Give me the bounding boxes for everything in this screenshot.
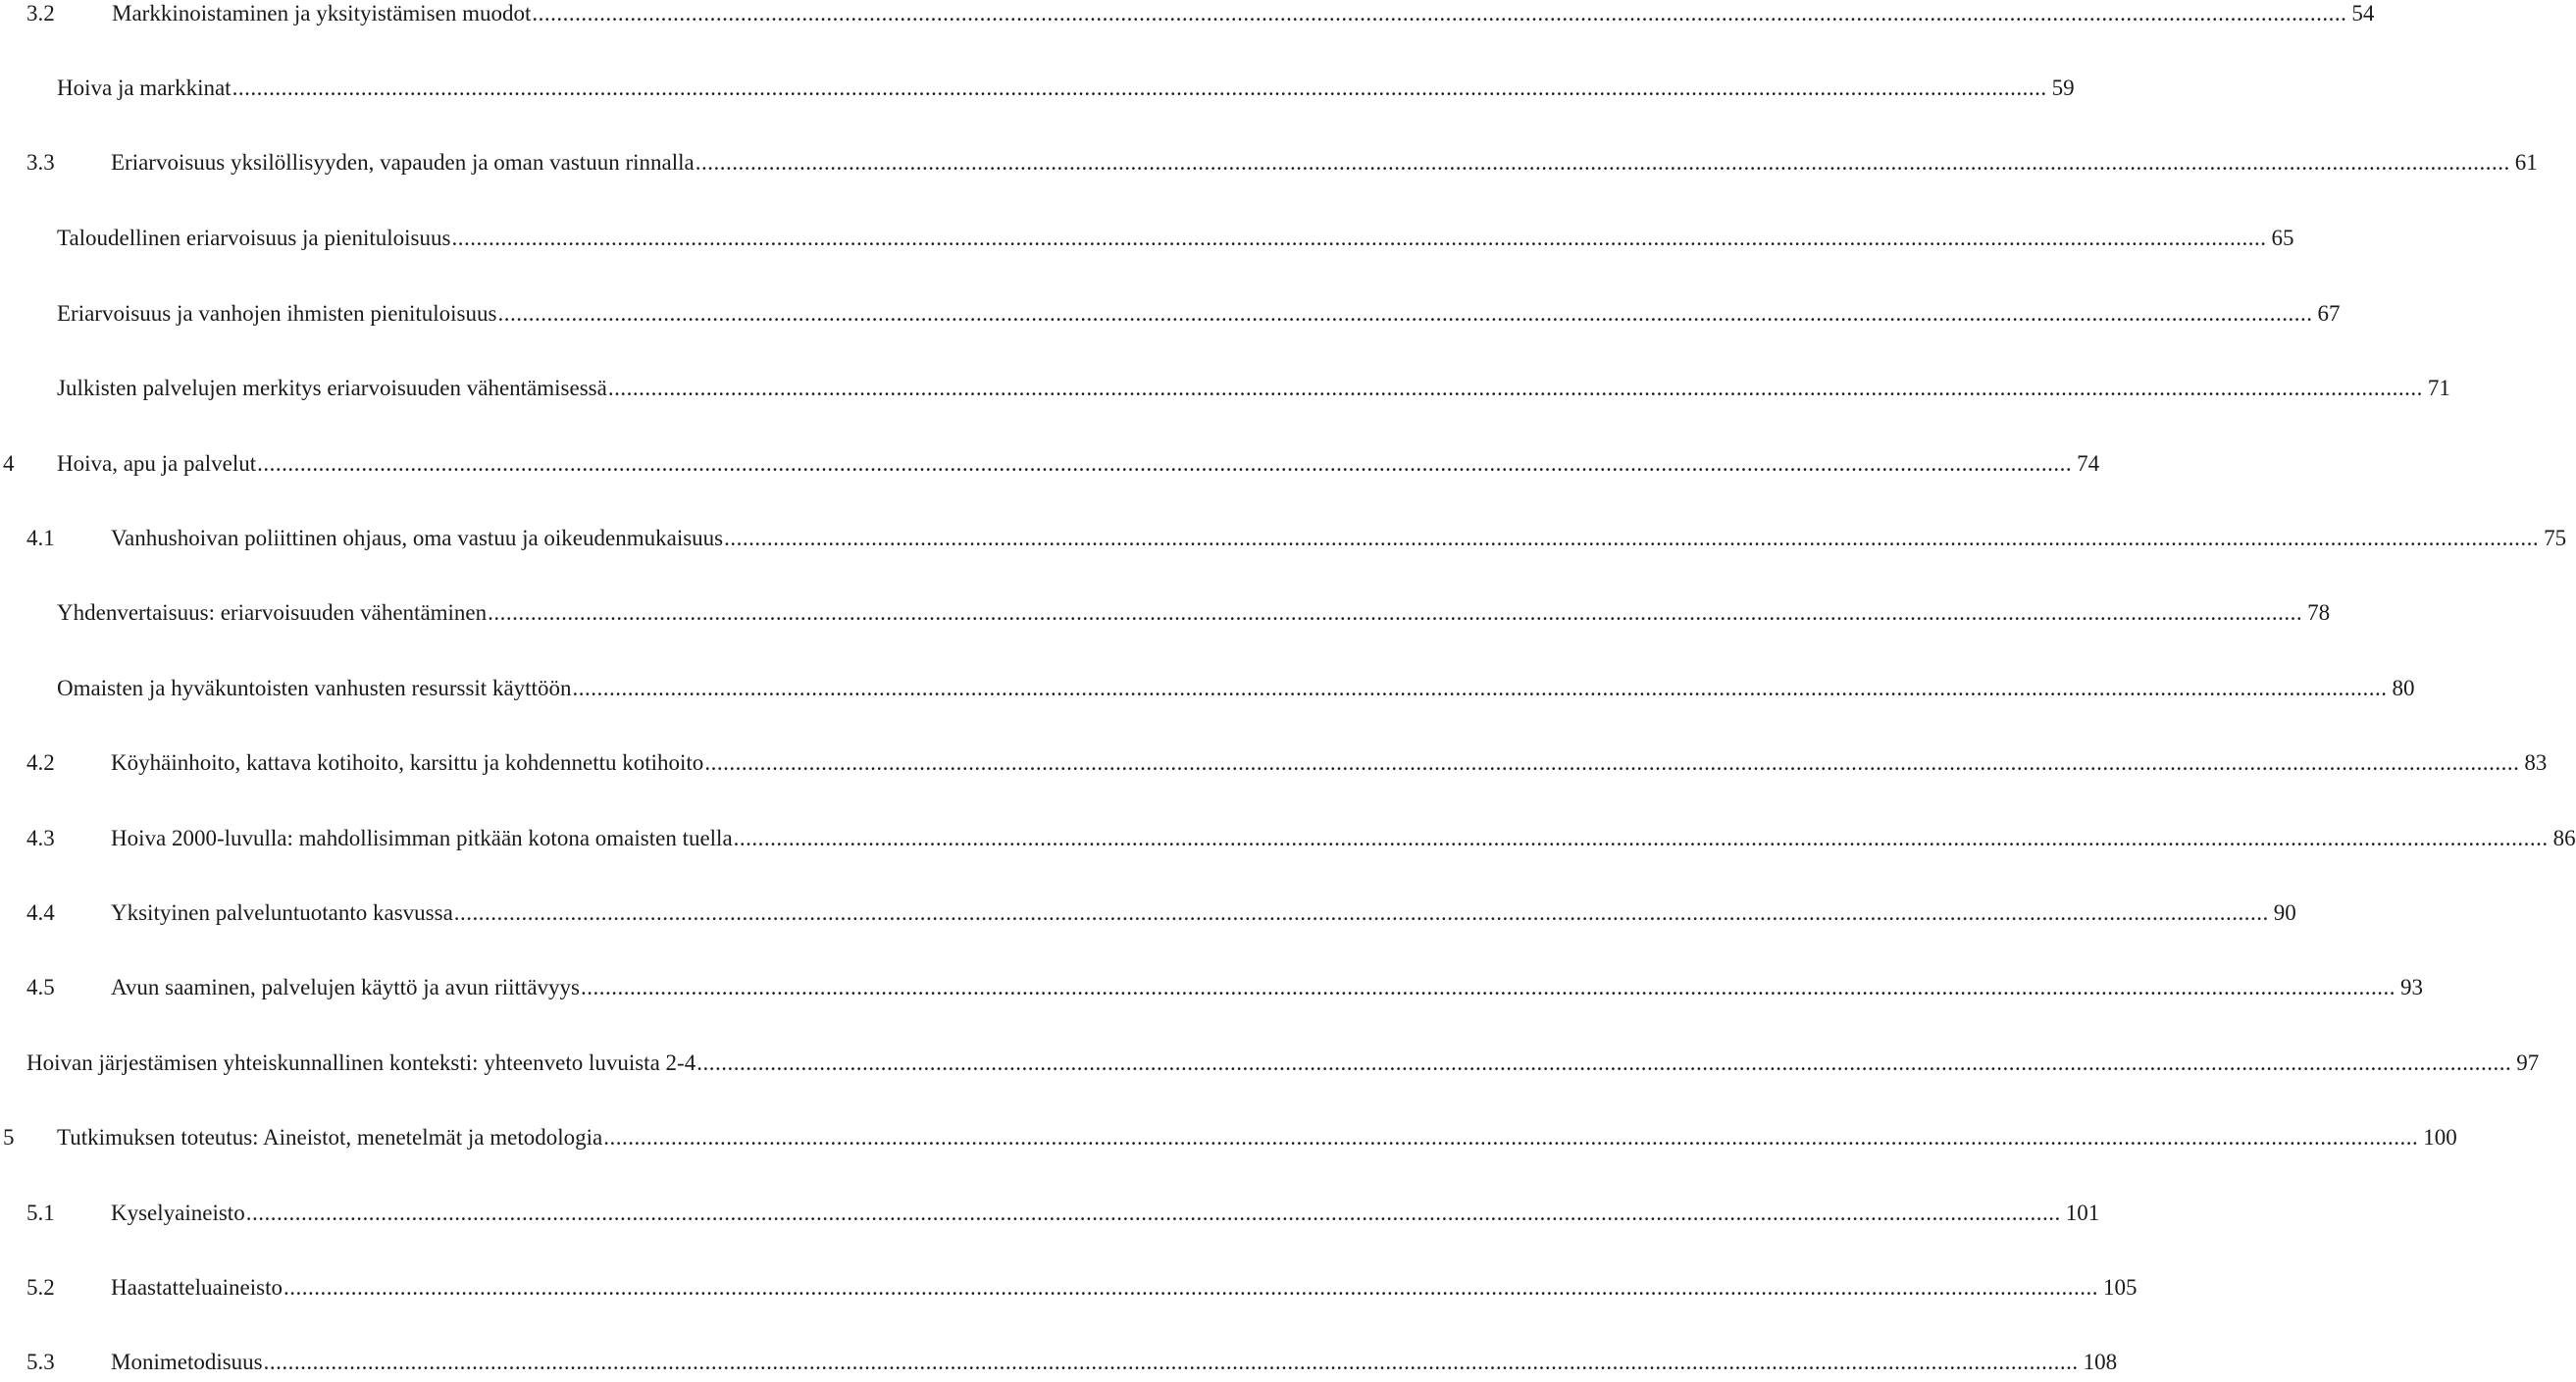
toc-dot-leader <box>696 1044 2512 1083</box>
toc-entry-title: Avun saaminen, palvelujen käyttö ja avun riittävyys <box>111 975 580 999</box>
toc-entry-title: Yksityinen palveluntuotanto kasvussa <box>111 900 453 925</box>
toc-entry-title: Julkisten palvelujen merkitys eriarvoisuuden vähentämisessä <box>57 376 607 400</box>
toc-entry-page: 101 <box>2065 1201 2100 1225</box>
toc-dot-leader <box>450 219 2267 258</box>
toc-entry-title: Hoiva ja markkinat <box>57 76 232 100</box>
toc-dot-leader <box>453 894 2270 933</box>
toc-entry-number: 3.3 <box>26 150 55 175</box>
toc-entry-number: 4.2 <box>26 750 55 775</box>
toc-entry-number: 5.2 <box>26 1275 55 1300</box>
toc-entry-page: 83 <box>2524 750 2548 775</box>
toc-entry-title: Vanhushoivan poliittinen ohjaus, oma vastuu ja oikeudenmukaisuus <box>111 526 724 550</box>
toc-dot-leader <box>602 1118 2419 1157</box>
toc-dot-leader <box>607 369 2424 408</box>
toc-entry-title: Markkinoistaminen ja yksityistämisen muodot <box>112 1 532 26</box>
toc-entry-number: 5 <box>3 1125 15 1150</box>
toc-entry[interactable] <box>3 1118 2457 1157</box>
toc-dot-leader <box>283 1268 2099 1307</box>
toc-dot-leader <box>531 0 2347 33</box>
toc-entry[interactable] <box>26 1194 2100 1233</box>
toc-entry-title: Eriarvoisuus ja vanhojen ihmisten pienituloisuus <box>57 301 497 326</box>
toc-entry-page: 80 <box>2392 676 2415 700</box>
toc-dot-leader <box>723 519 2540 558</box>
toc-entry[interactable] <box>57 69 2075 108</box>
toc-entry-page: 90 <box>2273 900 2296 925</box>
toc-entry[interactable] <box>26 1268 2138 1307</box>
toc-entry-page: 108 <box>2083 1350 2118 1374</box>
toc-entry-page: 75 <box>2544 526 2567 550</box>
toc-entry-number: 4 <box>3 451 15 476</box>
toc-entry-page: 100 <box>2423 1125 2457 1150</box>
toc-dot-leader <box>695 143 2511 182</box>
toc-entry[interactable] <box>26 968 2423 1007</box>
toc-entry[interactable] <box>26 1044 2540 1083</box>
toc-dot-leader <box>496 294 2313 333</box>
toc-dot-leader <box>703 743 2520 783</box>
toc-entry[interactable] <box>26 0 2375 33</box>
toc-entry[interactable] <box>57 219 2294 258</box>
toc-entry[interactable] <box>26 743 2548 783</box>
toc-entry[interactable] <box>57 669 2415 708</box>
toc-entry-title: Yhdenvertaisuus: eriarvoisuuden vähentäminen <box>57 600 488 625</box>
toc-entry-title: Hoiva, apu ja palvelut <box>57 451 257 476</box>
toc-entry[interactable] <box>26 519 2567 558</box>
toc-entry-number: 4.1 <box>26 526 55 550</box>
toc-entry-number: 4.5 <box>26 975 55 999</box>
toc-entry-title: Tutkimuksen toteutus: Aineistot, menetelmät ja metodologia <box>57 1125 603 1150</box>
toc-entry-title: Haastatteluaineisto <box>111 1275 283 1300</box>
toc-dot-leader <box>733 819 2550 858</box>
toc-entry[interactable] <box>26 819 2576 858</box>
toc-entry[interactable] <box>57 369 2450 408</box>
toc-entry-page: 74 <box>2077 451 2100 476</box>
toc-entry-page: 65 <box>2271 226 2294 250</box>
toc-entry-number: 4.3 <box>26 826 55 850</box>
toc-entry-title: Monimetodisuus <box>111 1350 263 1374</box>
toc-dot-leader <box>571 669 2388 708</box>
toc-entry-title: Taloudellinen eriarvoisuus ja pienituloisuus <box>57 226 451 250</box>
toc-entry[interactable] <box>57 593 2331 633</box>
toc-dot-leader <box>256 444 2073 484</box>
toc-dot-leader <box>487 593 2303 633</box>
toc-entry-number: 4.4 <box>26 900 55 925</box>
toc-entry-number: 5.3 <box>26 1350 55 1374</box>
toc-entry-page: 71 <box>2427 376 2450 400</box>
toc-dot-leader <box>232 69 2048 108</box>
toc-dot-leader <box>580 968 2396 1007</box>
toc-entry-page: 97 <box>2516 1050 2540 1075</box>
toc-entry[interactable] <box>26 143 2538 182</box>
toc-entry-title: Omaisten ja hyväkuntoisten vanhusten resurssit käyttöön <box>57 676 572 700</box>
toc-entry-page: 78 <box>2307 600 2331 625</box>
toc-entry-title: Köyhäinhoito, kattava kotihoito, karsittu ja kohdennettu kotihoito <box>111 750 704 775</box>
toc-entry[interactable] <box>57 294 2341 333</box>
toc-entry-page: 67 <box>2317 301 2341 326</box>
toc-entry-number: 3.2 <box>26 1 55 26</box>
toc-entry-page: 59 <box>2051 76 2075 100</box>
toc-entry-page: 86 <box>2552 826 2576 850</box>
toc-entry-title: Hoivan järjestämisen yhteiskunnallinen konteksti: yhteenveto luvuista 2-4 <box>26 1050 696 1075</box>
toc-dot-leader <box>263 1343 2080 1382</box>
toc-entry[interactable] <box>3 444 2100 484</box>
toc-entry-page: 105 <box>2103 1275 2138 1300</box>
toc-entry-title: Hoiva 2000-luvulla: mahdollisimman pitkään kotona omaisten tuella <box>111 826 733 850</box>
toc-entry[interactable] <box>26 1343 2118 1382</box>
toc-entry-page: 54 <box>2351 1 2375 26</box>
toc-dot-leader <box>245 1194 2062 1233</box>
toc-entry-title: Eriarvoisuus yksilöllisyyden, vapauden ja oman vastuun rinnalla <box>111 150 695 175</box>
toc-entry-page: 61 <box>2514 150 2538 175</box>
toc-entry-number: 5.1 <box>26 1201 55 1225</box>
toc-entry[interactable] <box>26 894 2296 933</box>
toc-entry-title: Kyselyaineisto <box>111 1201 245 1225</box>
toc-entry-page: 93 <box>2399 975 2423 999</box>
